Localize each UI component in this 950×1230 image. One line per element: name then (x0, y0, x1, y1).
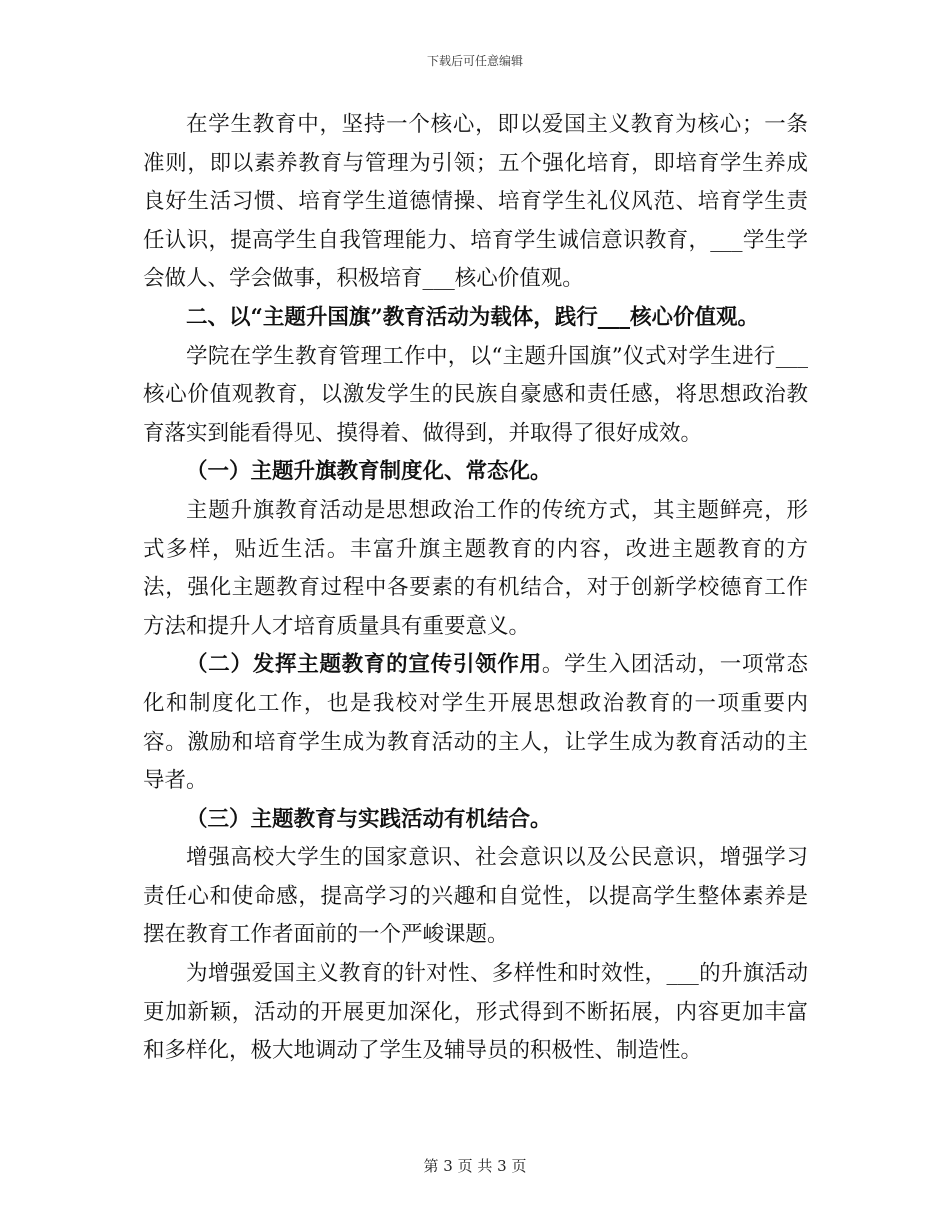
document-body (143, 106, 808, 1071)
body-paragraph: 主题升旗教育活动是思想政治工作的传统方式，其主题鲜亮，形式多样，贴近生活。丰富升旗主题教育的内容，改进主题教育的方法，强化主题教育过程中各要素的有机结合，对于创新学校德育工作方法和提升人才培育质量具有重要意义。 (143, 497, 808, 639)
body-paragraph (143, 646, 808, 800)
subsection-heading: （二）发挥主题教育的宣传引领作用 (186, 652, 542, 678)
subsection-heading: （一）主题升旗教育制度化、常态化。 (186, 459, 552, 485)
paragraph-text: 。学生入团活动，一项常态化和制度化工作，也是我校对学生开展思想政治教育的一项重要内容。激励和培育学生成为教育活动的主人，让学生成为教育活动的主导者。 (143, 652, 808, 794)
page-footer: 第 3 页 共 3 页 (423, 1157, 527, 1175)
body-paragraph: 学院在学生教育管理工作中，以“主题升国旗”仪式对学生进行___核心价值观教育，以激发学生的民族自豪感和责任感，将思想政治教育落实到能看得见、摸得着、做得到，并取得了很好成效。 (143, 343, 808, 446)
section-heading: 二、以“主题升国旗”教育活动为载体，践行___核心价值观。 (186, 304, 759, 330)
body-paragraph: 在学生教育中，坚持一个核心，即以爱国主义教育为核心；一条准则，即以素养教育与管理为引领；五个强化培育，即培育学生养成良好生活习惯、培育学生道德情操、培育学生礼仪风范、培育学生责任认识，提高学生自我管理能力、培育学生诚信意识教育，___学生学会做人、学会做事，积极培育___核心价值观。 (143, 112, 808, 292)
page-header: 下载后可任意编辑 (426, 54, 523, 68)
body-paragraph: 为增强爱国主义教育的针对性、多样性和时效性，___的升旗活动更加新颖，活动的开展更加深化，形式得到不断拓展，内容更加丰富和多样化，极大地调动了学生及辅导员的积极性、制造性。 (143, 961, 808, 1064)
body-paragraph: 增强高校大学生的国家意识、社会意识以及公民意识，增强学习责任心和使命感，提高学习的兴趣和自觉性，以提高学生整体素养是摆在教育工作者面前的一个严峻课题。 (143, 845, 808, 948)
subsection-heading: （三）主题教育与实践活动有机结合。 (186, 806, 552, 832)
